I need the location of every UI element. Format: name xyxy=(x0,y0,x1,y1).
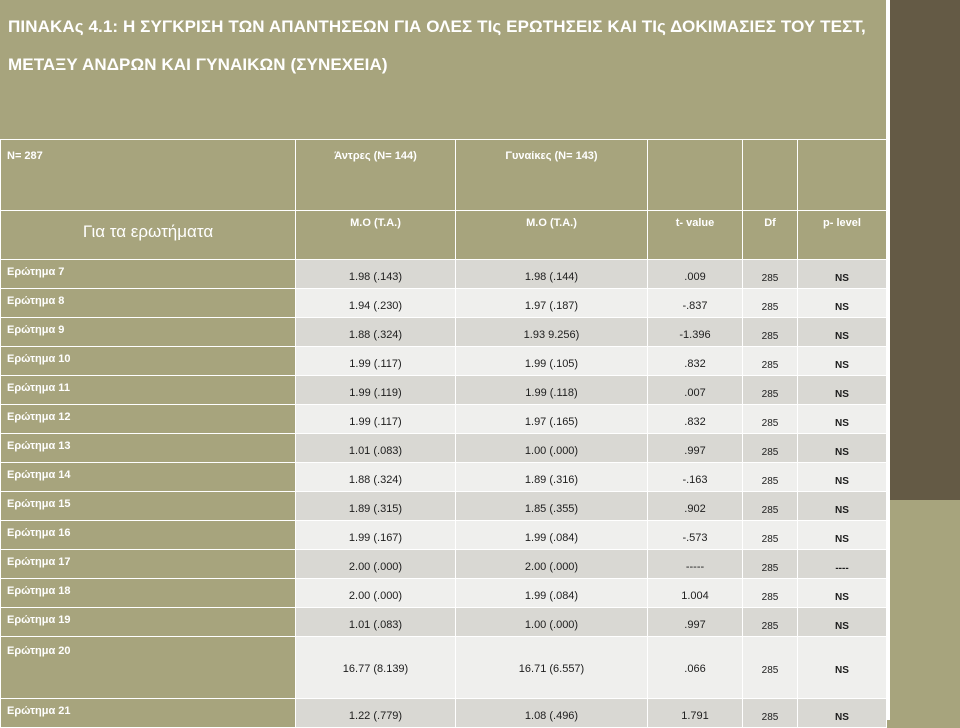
df-cell: 285 xyxy=(743,550,798,579)
question-cell: Ερώτημα 14 xyxy=(1,463,296,492)
df-cell: 285 xyxy=(743,521,798,550)
question-cell: Ερώτημα 7 xyxy=(1,260,296,289)
men-value-cell: 2.00 (.000) xyxy=(296,579,456,608)
men-value-cell: 1.99 (.117) xyxy=(296,405,456,434)
question-cell: Ερώτημα 21 xyxy=(1,699,296,728)
women-value-cell: 1.97 (.165) xyxy=(456,405,648,434)
table-row xyxy=(1,260,887,289)
t-value-cell: ----- xyxy=(648,550,743,579)
women-value-cell: 1.99 (.084) xyxy=(456,521,648,550)
women-value-cell: 1.89 (.316) xyxy=(456,463,648,492)
question-cell: Ερώτημα 16 xyxy=(1,521,296,550)
men-value-cell: 1.88 (.324) xyxy=(296,318,456,347)
women-mean-sd-header: M.O (T.A.) xyxy=(456,211,648,260)
men-value-cell: 1.01 (.083) xyxy=(296,434,456,463)
page-title: ΠΙΝΑΚΑς 4.1: Η ΣΥΓΚΡΙΣΗ ΤΩΝ ΑΠΑΝΤΗΣΕΩΝ ΓΙΑ ΟΛΕΣ ΤΙς ΕΡΩΤΗΣΕΙΣ ΚΑΙ ΤΙς ΔΟΚΙΜΑΣΙΕΣ ΤΟΥ ΤΕΣΤ, ΜΕΤΑΞΥ ΑΝΔΡΩΝ ΚΑΙ ΓΥΝΑΙΚΩΝ (ΣΥΝΕΧΕΙΑ) xyxy=(0,0,886,138)
df-cell: 285 xyxy=(743,699,798,728)
men-value-cell: 1.01 (.083) xyxy=(296,608,456,637)
t-value-cell: 1.004 xyxy=(648,579,743,608)
men-value-cell: 1.22 (.779) xyxy=(296,699,456,728)
empty-header-cell xyxy=(798,140,887,211)
questions-label: Για τα ερωτήματα xyxy=(1,211,296,260)
question-cell: Ερώτημα 19 xyxy=(1,608,296,637)
t-value-cell: -.163 xyxy=(648,463,743,492)
df-cell: 285 xyxy=(743,492,798,521)
men-value-cell: 1.98 (.143) xyxy=(296,260,456,289)
question-cell: Ερώτημα 9 xyxy=(1,318,296,347)
sample-size-header: N= 287 xyxy=(1,140,296,211)
women-value-cell: 1.00 (.000) xyxy=(456,608,648,637)
table-row xyxy=(1,318,887,347)
table-row xyxy=(1,550,887,579)
df-cell: 285 xyxy=(743,260,798,289)
t-value-cell: -1.396 xyxy=(648,318,743,347)
t-value-cell: -.573 xyxy=(648,521,743,550)
women-value-cell: 16.71 (6.557) xyxy=(456,637,648,699)
table-header-row-1 xyxy=(1,140,887,211)
table-row xyxy=(1,434,887,463)
question-cell: Ερώτημα 15 xyxy=(1,492,296,521)
men-value-cell: 1.99 (.119) xyxy=(296,376,456,405)
empty-header-cell xyxy=(743,140,798,211)
df-cell: 285 xyxy=(743,405,798,434)
women-value-cell: 1.98 (.144) xyxy=(456,260,648,289)
question-cell: Ερώτημα 18 xyxy=(1,579,296,608)
men-value-cell: 1.89 (.315) xyxy=(296,492,456,521)
t-value-cell: .066 xyxy=(648,637,743,699)
p-level-cell: NS xyxy=(798,376,887,405)
df-cell: 285 xyxy=(743,434,798,463)
women-value-cell: 1.99 (.118) xyxy=(456,376,648,405)
df-cell: 285 xyxy=(743,579,798,608)
df-cell: 285 xyxy=(743,318,798,347)
men-value-cell: 1.88 (.324) xyxy=(296,463,456,492)
decorative-side-panel-dark xyxy=(890,0,960,500)
women-value-cell: 1.08 (.496) xyxy=(456,699,648,728)
p-level-header: p- level xyxy=(798,211,887,260)
men-mean-sd-header: M.O (T.A.) xyxy=(296,211,456,260)
p-level-cell: NS xyxy=(798,260,887,289)
p-level-cell: NS xyxy=(798,289,887,318)
p-level-cell: NS xyxy=(798,318,887,347)
question-cell: Ερώτημα 17 xyxy=(1,550,296,579)
women-group-header: Γυναίκες (N= 143) xyxy=(456,140,648,211)
question-cell: Ερώτημα 11 xyxy=(1,376,296,405)
table-row xyxy=(1,608,887,637)
p-level-cell: NS xyxy=(798,521,887,550)
men-value-cell: 1.99 (.167) xyxy=(296,521,456,550)
women-value-cell: 1.93 9.256) xyxy=(456,318,648,347)
t-value-cell: -.837 xyxy=(648,289,743,318)
p-level-cell: NS xyxy=(798,347,887,376)
df-cell: 285 xyxy=(743,608,798,637)
women-value-cell: 2.00 (.000) xyxy=(456,550,648,579)
women-value-cell: 1.85 (.355) xyxy=(456,492,648,521)
p-level-cell: NS xyxy=(798,434,887,463)
table-row xyxy=(1,347,887,376)
df-cell: 285 xyxy=(743,463,798,492)
men-value-cell: 2.00 (.000) xyxy=(296,550,456,579)
women-value-cell: 1.00 (.000) xyxy=(456,434,648,463)
t-value-header: t- value xyxy=(648,211,743,260)
p-level-cell: NS xyxy=(798,405,887,434)
table-row xyxy=(1,637,887,699)
p-level-cell: NS xyxy=(798,579,887,608)
question-cell: Ερώτημα 10 xyxy=(1,347,296,376)
women-value-cell: 1.99 (.084) xyxy=(456,579,648,608)
t-value-cell: .902 xyxy=(648,492,743,521)
p-level-cell: ---- xyxy=(798,550,887,579)
men-value-cell: 1.99 (.117) xyxy=(296,347,456,376)
table-row xyxy=(1,579,887,608)
t-value-cell: 1.791 xyxy=(648,699,743,728)
table-header-row-2 xyxy=(1,211,887,260)
table-row xyxy=(1,521,887,550)
t-value-cell: .007 xyxy=(648,376,743,405)
table-row xyxy=(1,699,887,728)
p-level-cell: NS xyxy=(798,492,887,521)
table-row xyxy=(1,289,887,318)
men-group-header: Άντρες (N= 144) xyxy=(296,140,456,211)
p-level-cell: NS xyxy=(798,463,887,492)
df-cell: 285 xyxy=(743,376,798,405)
women-value-cell: 1.99 (.105) xyxy=(456,347,648,376)
question-cell: Ερώτημα 8 xyxy=(1,289,296,318)
p-level-cell: NS xyxy=(798,608,887,637)
t-value-cell: .997 xyxy=(648,608,743,637)
men-value-cell: 1.94 (.230) xyxy=(296,289,456,318)
p-level-cell: NS xyxy=(798,637,887,699)
empty-header-cell xyxy=(648,140,743,211)
women-value-cell: 1.97 (.187) xyxy=(456,289,648,318)
t-value-cell: .009 xyxy=(648,260,743,289)
df-cell: 285 xyxy=(743,637,798,699)
question-cell: Ερώτημα 20 xyxy=(1,637,296,699)
table-row xyxy=(1,405,887,434)
t-value-cell: .832 xyxy=(648,405,743,434)
question-cell: Ερώτημα 13 xyxy=(1,434,296,463)
men-value-cell: 16.77 (8.139) xyxy=(296,637,456,699)
table-row xyxy=(1,376,887,405)
p-level-cell: NS xyxy=(798,699,887,728)
results-table xyxy=(0,139,887,728)
table-row xyxy=(1,492,887,521)
df-header: Df xyxy=(743,211,798,260)
df-cell: 285 xyxy=(743,347,798,376)
question-cell: Ερώτημα 12 xyxy=(1,405,296,434)
t-value-cell: .832 xyxy=(648,347,743,376)
df-cell: 285 xyxy=(743,289,798,318)
table-row xyxy=(1,463,887,492)
t-value-cell: .997 xyxy=(648,434,743,463)
